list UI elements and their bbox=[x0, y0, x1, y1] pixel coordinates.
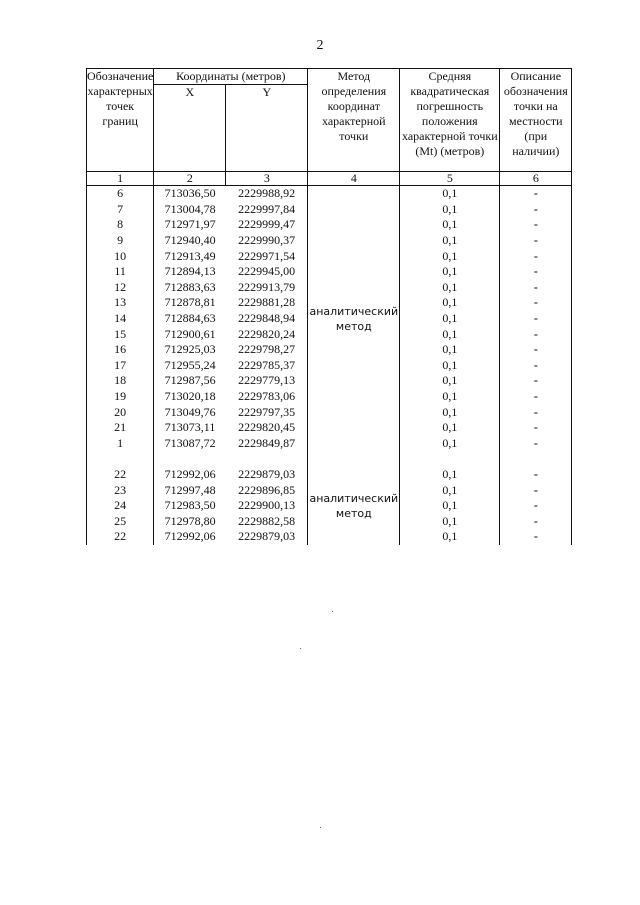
header-description: Описание обозначения точки на местности (при наличии) bbox=[500, 69, 572, 172]
column-number: 5 bbox=[400, 172, 500, 186]
description-cell: - bbox=[500, 217, 572, 233]
column-number: 3 bbox=[226, 172, 308, 186]
x-coordinate-cell: 713049,76 bbox=[154, 404, 226, 420]
point-id-cell: 13 bbox=[87, 295, 154, 311]
header-coordinates-group: Координаты (метров) bbox=[154, 69, 308, 85]
header-point-designation: Обозначение характерных точек границ bbox=[87, 69, 154, 172]
point-id-cell: 7 bbox=[87, 202, 154, 218]
x-coordinate-cell: 712894,13 bbox=[154, 264, 226, 280]
x-coordinate-cell: 713073,11 bbox=[154, 420, 226, 436]
accuracy-cell: 0,1 bbox=[400, 326, 500, 342]
y-coordinate-cell: 2229882,58 bbox=[226, 513, 308, 529]
description-cell: - bbox=[500, 248, 572, 264]
point-id-cell: 18 bbox=[87, 373, 154, 389]
description-cell: - bbox=[500, 529, 572, 545]
accuracy-cell: 0,1 bbox=[400, 217, 500, 233]
description-cell: - bbox=[500, 358, 572, 374]
x-coordinate-cell: 712983,50 bbox=[154, 498, 226, 514]
table-row bbox=[87, 467, 572, 483]
accuracy-cell: 0,1 bbox=[400, 498, 500, 514]
y-coordinate-cell: 2229820,45 bbox=[226, 420, 308, 436]
x-coordinate-cell: 713004,78 bbox=[154, 202, 226, 218]
x-coordinate-cell: 712900,61 bbox=[154, 326, 226, 342]
x-coordinate-cell: 713020,18 bbox=[154, 389, 226, 405]
scan-speck bbox=[332, 611, 333, 612]
point-id-cell: 22 bbox=[87, 529, 154, 545]
point-id-cell: 9 bbox=[87, 233, 154, 249]
description-cell: - bbox=[500, 404, 572, 420]
header-accuracy: Средняя квадратическая погрешность положения характерной точки (Mt) (метров) bbox=[400, 69, 500, 172]
y-coordinate-cell: 2229879,03 bbox=[226, 467, 308, 483]
page-number: 2 bbox=[316, 38, 324, 53]
description-cell: - bbox=[500, 498, 572, 514]
accuracy-cell: 0,1 bbox=[400, 482, 500, 498]
point-id-cell: 15 bbox=[87, 326, 154, 342]
accuracy-cell: 0,1 bbox=[400, 186, 500, 202]
y-coordinate-cell: 2229783,06 bbox=[226, 389, 308, 405]
accuracy-cell: 0,1 bbox=[400, 248, 500, 264]
table-row bbox=[87, 186, 572, 202]
column-number: 6 bbox=[500, 172, 572, 186]
header-x: X bbox=[154, 85, 226, 172]
x-coordinate-cell: 712992,06 bbox=[154, 467, 226, 483]
y-coordinate-cell: 2229797,35 bbox=[226, 404, 308, 420]
x-coordinate-cell: 713087,72 bbox=[154, 436, 226, 452]
accuracy-cell: 0,1 bbox=[400, 404, 500, 420]
point-id-cell: 11 bbox=[87, 264, 154, 280]
y-coordinate-cell: 2229849,87 bbox=[226, 436, 308, 452]
x-coordinate-cell: 712925,03 bbox=[154, 342, 226, 358]
coordinates-table bbox=[86, 68, 572, 545]
accuracy-cell: 0,1 bbox=[400, 280, 500, 296]
point-id-cell: 21 bbox=[87, 420, 154, 436]
header-y: Y bbox=[226, 85, 308, 172]
y-coordinate-cell: 2229988,92 bbox=[226, 186, 308, 202]
point-id-cell: 16 bbox=[87, 342, 154, 358]
y-coordinate-cell: 2229848,94 bbox=[226, 311, 308, 327]
y-coordinate-cell: 2229779,13 bbox=[226, 373, 308, 389]
accuracy-cell: 0,1 bbox=[400, 436, 500, 452]
y-coordinate-cell: 2229881,28 bbox=[226, 295, 308, 311]
x-coordinate-cell: 712978,80 bbox=[154, 513, 226, 529]
accuracy-cell: 0,1 bbox=[400, 264, 500, 280]
method-cell: аналитический метод bbox=[308, 186, 400, 452]
scan-speck bbox=[300, 648, 301, 649]
method-cell: аналитический метод bbox=[308, 467, 400, 545]
y-coordinate-cell: 2229785,37 bbox=[226, 358, 308, 374]
y-coordinate-cell: 2229798,27 bbox=[226, 342, 308, 358]
point-id-cell: 10 bbox=[87, 248, 154, 264]
accuracy-cell: 0,1 bbox=[400, 529, 500, 545]
x-coordinate-cell: 712940,40 bbox=[154, 233, 226, 249]
point-id-cell: 14 bbox=[87, 311, 154, 327]
point-id-cell: 1 bbox=[87, 436, 154, 452]
y-coordinate-cell: 2229879,03 bbox=[226, 529, 308, 545]
point-id-cell: 17 bbox=[87, 358, 154, 374]
description-cell: - bbox=[500, 513, 572, 529]
description-cell: - bbox=[500, 186, 572, 202]
description-cell: - bbox=[500, 326, 572, 342]
x-coordinate-cell: 712913,49 bbox=[154, 248, 226, 264]
x-coordinate-cell: 712997,48 bbox=[154, 482, 226, 498]
point-id-cell: 24 bbox=[87, 498, 154, 514]
point-id-cell: 23 bbox=[87, 482, 154, 498]
accuracy-cell: 0,1 bbox=[400, 342, 500, 358]
x-coordinate-cell: 712987,56 bbox=[154, 373, 226, 389]
y-coordinate-cell: 2229896,85 bbox=[226, 482, 308, 498]
y-coordinate-cell: 2229913,79 bbox=[226, 280, 308, 296]
description-cell: - bbox=[500, 295, 572, 311]
description-cell: - bbox=[500, 264, 572, 280]
accuracy-cell: 0,1 bbox=[400, 420, 500, 436]
point-id-cell: 8 bbox=[87, 217, 154, 233]
point-id-cell: 6 bbox=[87, 186, 154, 202]
y-coordinate-cell: 2229820,24 bbox=[226, 326, 308, 342]
accuracy-cell: 0,1 bbox=[400, 202, 500, 218]
y-coordinate-cell: 2229997,84 bbox=[226, 202, 308, 218]
accuracy-cell: 0,1 bbox=[400, 233, 500, 249]
accuracy-cell: 0,1 bbox=[400, 295, 500, 311]
x-coordinate-cell: 712992,06 bbox=[154, 529, 226, 545]
accuracy-cell: 0,1 bbox=[400, 467, 500, 483]
point-id-cell: 19 bbox=[87, 389, 154, 405]
accuracy-cell: 0,1 bbox=[400, 358, 500, 374]
header-method: Метод определения координат характерной точки bbox=[308, 69, 400, 172]
accuracy-cell: 0,1 bbox=[400, 373, 500, 389]
y-coordinate-cell: 2229990,37 bbox=[226, 233, 308, 249]
description-cell: - bbox=[500, 420, 572, 436]
x-coordinate-cell: 712884,63 bbox=[154, 311, 226, 327]
x-coordinate-cell: 712955,24 bbox=[154, 358, 226, 374]
accuracy-cell: 0,1 bbox=[400, 311, 500, 327]
y-coordinate-cell: 2229900,13 bbox=[226, 498, 308, 514]
point-id-cell: 25 bbox=[87, 513, 154, 529]
description-cell: - bbox=[500, 342, 572, 358]
accuracy-cell: 0,1 bbox=[400, 389, 500, 405]
column-number: 1 bbox=[87, 172, 154, 186]
description-cell: - bbox=[500, 280, 572, 296]
scan-speck bbox=[320, 827, 321, 828]
description-cell: - bbox=[500, 311, 572, 327]
accuracy-cell: 0,1 bbox=[400, 513, 500, 529]
description-cell: - bbox=[500, 373, 572, 389]
description-cell: - bbox=[500, 467, 572, 483]
point-id-cell: 12 bbox=[87, 280, 154, 296]
x-coordinate-cell: 712878,81 bbox=[154, 295, 226, 311]
description-cell: - bbox=[500, 389, 572, 405]
description-cell: - bbox=[500, 482, 572, 498]
y-coordinate-cell: 2229999,47 bbox=[226, 217, 308, 233]
point-id-cell: 22 bbox=[87, 467, 154, 483]
x-coordinate-cell: 713036,50 bbox=[154, 186, 226, 202]
description-cell: - bbox=[500, 202, 572, 218]
y-coordinate-cell: 2229945,00 bbox=[226, 264, 308, 280]
group-spacer-row bbox=[87, 451, 572, 467]
description-cell: - bbox=[500, 233, 572, 249]
y-coordinate-cell: 2229971,54 bbox=[226, 248, 308, 264]
column-number: 2 bbox=[154, 172, 226, 186]
description-cell: - bbox=[500, 436, 572, 452]
x-coordinate-cell: 712971,97 bbox=[154, 217, 226, 233]
column-number: 4 bbox=[308, 172, 400, 186]
point-id-cell: 20 bbox=[87, 404, 154, 420]
x-coordinate-cell: 712883,63 bbox=[154, 280, 226, 296]
column-numbers-row bbox=[87, 172, 572, 186]
